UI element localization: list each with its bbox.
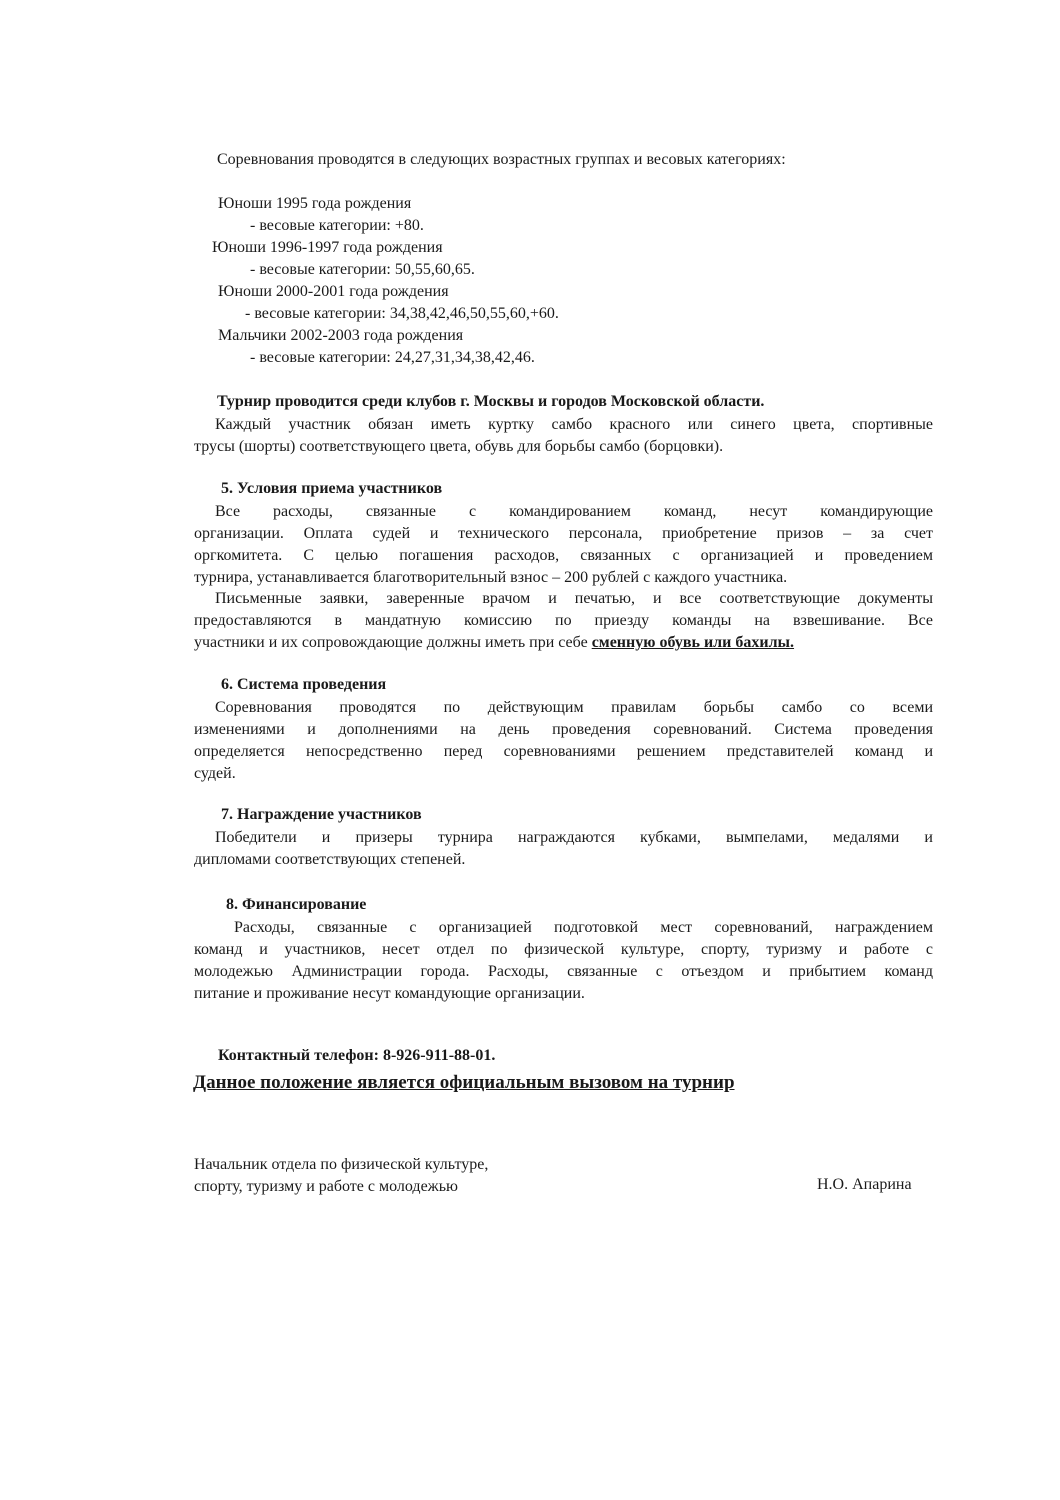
text-line: Расходы, связанные с организацией подготовкой мест соревнований, награждением [234,919,933,936]
official-notice: Данное положение является официальным вызовом на турнир [193,1072,735,1093]
text-line: питание и проживание несут командующие организации. [194,985,585,1002]
section-heading: 7. Награждение участников [221,806,422,823]
group-weights: - весовые категории: 34,38,42,46,50,55,60,+60. [245,305,559,322]
section-heading: 6. Система проведения [221,676,387,693]
section7-paragraph [194,827,933,871]
group-title: Мальчики 2002-2003 года рождения [218,327,464,344]
section-heading: 5. Условия приема участников [221,480,443,497]
intro-text: Соревнования проводятся в следующих возрастных группах и весовых категориях: [217,151,786,168]
position-line: Начальник отдела по физической культуре, [194,1156,489,1173]
signatory-name: Н.О. Апарина [817,1176,912,1193]
section6-paragraph [194,697,933,785]
section-heading: 8. Финансирование [226,896,367,913]
underlined-notice: сменную обувь или бахилы. [591,634,795,651]
section5-paragraph-1 [194,501,933,589]
text-line: Соревнования проводятся по действующим правилам борьбы самбо со всеми [215,699,933,716]
text-line: дипломами соответствующих степеней. [194,851,466,868]
text-span: участники и их сопровождающие должны иметь при себе [194,634,592,651]
group-weights: - весовые категории: +80. [250,217,424,234]
group-title: Юноши 1995 года рождения [218,195,412,212]
text-line: определяется непосредственно перед соревнованиями решением представителей команд и [194,743,933,760]
text-line: Победители и призеры турнира награждаются кубками, вымпелами, медалями и [215,829,933,846]
text-line: организации. Оплата судей и технического персонала, приобретение призов – за счет [194,525,933,542]
position-line: спорту, туризму и работе с молодежью [194,1178,458,1195]
group-title: Юноши 1996-1997 года рождения [212,239,443,256]
text-line: турнира, устанавливается благотворительный взнос – 200 рублей с каждого участника. [194,569,788,586]
contact-phone: Контактный телефон: 8-926-911-88-01. [218,1047,496,1064]
text-line: оргкомитета. С целью погашения расходов, связанных с организацией и проведением [194,547,933,564]
text-line: молодежью Администрации города. Расходы, связанные с отъездом и прибытием команд [194,963,933,980]
group-weights: - весовые категории: 50,55,60,65. [250,261,475,278]
text-line [194,632,933,654]
text-line: Все расходы, связанные с командированием команд, несут командирующие [215,503,933,520]
section5-paragraph-2 [194,588,933,654]
text-line: команд и участников, несет отдел по физической культуре, спорту, туризму и работе с [194,941,933,958]
text-line: трусы (шорты) соответствующего цвета, обувь для борьбы самбо (борцовки). [194,438,724,455]
section8-paragraph [194,917,933,1005]
text-line: Письменные заявки, заверенные врачом и печатью, и все соответствующие документы [215,590,933,607]
text-line: изменениями и дополнениями на день проведения соревнований. Система проведения [194,721,933,738]
text-line: судей. [194,765,236,782]
text-line: предоставляются в мандатную комиссию по приезду команды на взвешивание. Все [194,612,933,629]
tournament-paragraph [194,414,933,458]
group-weights: - весовые категории: 24,27,31,34,38,42,46. [250,349,535,366]
signatory-position [194,1154,488,1198]
text-line: Каждый участник обязан иметь куртку самбо красного или синего цвета, спортивные [215,416,933,433]
group-title: Юноши 2000-2001 года рождения [218,283,449,300]
tournament-heading: Турнир проводится среди клубов г. Москвы и городов Московской области. [217,393,765,410]
